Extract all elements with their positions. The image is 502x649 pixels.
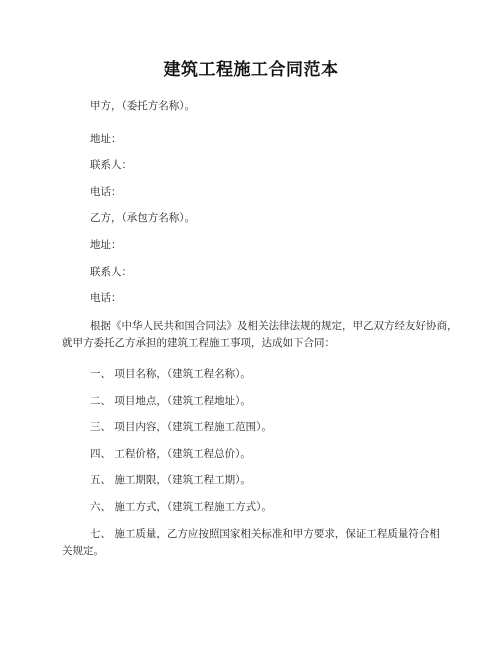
clause-item: 二、 项目地点，（建筑工程地址）。	[90, 395, 251, 407]
party-b-phone: 电话：	[90, 292, 122, 304]
clause-item-7	[62, 526, 442, 560]
clause-item: 六、 施工方式，（建筑工程施工方式）。	[90, 501, 272, 513]
intro-line-2: 就甲方委托乙方承担的建筑工程施工事项，达成如下合同：	[62, 337, 335, 349]
clause-item: 一、 项目名称，（建筑工程名称）。	[90, 368, 251, 380]
party-b-address: 地址：	[90, 239, 122, 251]
clause-item: 五、 施工期限，（建筑工程工期）。	[90, 474, 251, 486]
party-a-line: 甲方，（委托方名称）。	[90, 100, 195, 112]
party-b-line: 乙方，（承包方名称）。	[90, 212, 195, 224]
clause-7-line-2: 关规定。	[62, 545, 104, 557]
intro-paragraph	[62, 318, 458, 352]
clause-item: 三、 项目内容，（建筑工程施工范围）。	[90, 421, 272, 433]
party-a-phone: 电话：	[90, 186, 122, 198]
clause-7-line-1: 七、 施工质量，乙方应按照国家相关标准和甲方要求，保证工程质量符合相	[90, 528, 440, 540]
intro-line-1: 根据《中华人民共和国合同法》及相关法律法规的规定，甲乙双方经友好协商，	[90, 320, 458, 332]
party-a-contact: 联系人：	[90, 159, 132, 171]
clause-item: 四、 工程价格，（建筑工程总价）。	[90, 448, 251, 460]
document-title: 建筑工程施工合同范本	[163, 60, 339, 80]
party-a-address: 地址：	[90, 133, 122, 145]
party-b-contact: 联系人：	[90, 266, 132, 278]
